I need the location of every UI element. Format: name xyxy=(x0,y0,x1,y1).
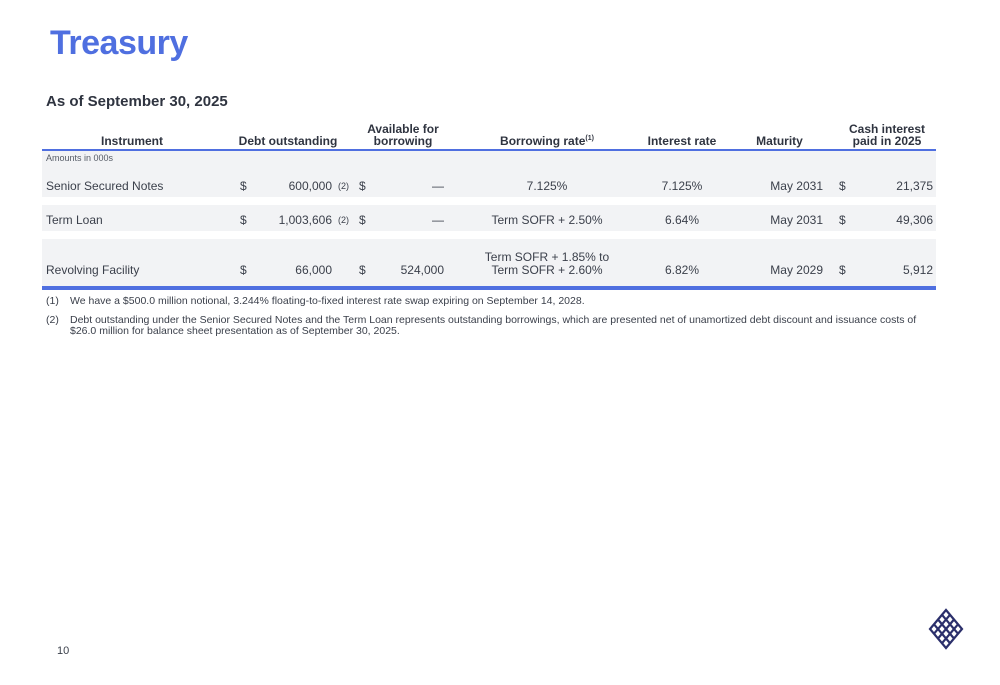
cell-cash-interest: 49,306 xyxy=(896,213,933,227)
cell-interest-rate: 7.125% xyxy=(661,179,703,193)
cell-borrowing-rate: Term SOFR + 1.85% to Term SOFR + 2.60% xyxy=(484,250,610,277)
cell-debt-currency: $ xyxy=(240,213,247,227)
cell-available: 524,000 xyxy=(400,263,444,277)
cell-available-currency: $ xyxy=(359,179,366,193)
table-row xyxy=(42,181,936,193)
header-borrowing-rate: Borrowing rate$^{(1)}$ xyxy=(500,134,594,148)
cell-instrument: Term Loan xyxy=(46,213,103,227)
treasury-table xyxy=(42,120,936,286)
cell-borrowing-rate: 7.125% xyxy=(526,179,568,193)
footnote-number: (2) xyxy=(46,313,59,326)
cell-instrument: Revolving Facility xyxy=(46,263,140,277)
cell-debt-currency: $ xyxy=(240,179,247,193)
cell-interest-rate: 6.64% xyxy=(664,213,700,227)
table-body xyxy=(42,151,936,286)
cell-cash-interest: 5,912 xyxy=(902,263,933,277)
cell-cash-currency: $ xyxy=(839,213,846,227)
header-available-for-borrowing: Available for borrowing xyxy=(367,122,439,148)
diamond-lattice-logo-icon xyxy=(928,608,964,650)
header-instrument: Instrument xyxy=(100,134,163,148)
page-subtitle: As of September 30, 2025 xyxy=(46,93,228,110)
row-separator xyxy=(42,197,936,205)
table-bottom-rule xyxy=(42,286,936,290)
table-header xyxy=(42,120,936,151)
cell-cash-currency: $ xyxy=(839,179,846,193)
cell-cash-interest: 21,375 xyxy=(896,179,933,193)
row-separator xyxy=(42,231,936,239)
page-number: 10 xyxy=(57,645,70,657)
footnote-text: Debt outstanding under the Senior Secured Notes and the Term Loan represents outstanding borrowings, which are presented net of unamortized debt discount and issuance costs of $26.0 million for balance sheet presentation as of September 30, 2025. xyxy=(70,313,917,337)
footnote-number: (1) xyxy=(46,295,59,307)
footnotes xyxy=(46,296,938,345)
header-interest-rate: Interest rate xyxy=(647,134,717,148)
cell-maturity: May 2031 xyxy=(770,213,823,227)
table-row xyxy=(42,215,936,227)
cell-available: — xyxy=(432,213,444,227)
cell-debt-outstanding: 66,000 xyxy=(295,263,332,277)
cell-interest-rate: 6.82% xyxy=(664,263,700,277)
cell-debt-footnote-ref: (2) xyxy=(338,215,349,225)
cell-cash-currency: $ xyxy=(839,263,846,277)
units-note: Amounts in 000s xyxy=(46,153,114,163)
header-cash-interest: Cash interest paid in 2025 xyxy=(848,122,926,148)
cell-maturity: May 2029 xyxy=(770,263,823,277)
cell-debt-currency: $ xyxy=(240,263,247,277)
footnote-text: We have a $500.0 million notional, 3.244% floating-to-fixed interest rate swap expiring on September 14, 2028. xyxy=(70,295,585,307)
cell-instrument: Senior Secured Notes xyxy=(46,179,164,193)
cell-available-currency: $ xyxy=(359,213,366,227)
header-debt-outstanding: Debt outstanding xyxy=(238,134,338,148)
footnote-ref: (1) xyxy=(585,135,594,142)
cell-debt-outstanding: 1,003,606 xyxy=(278,213,332,227)
page-title: Treasury xyxy=(50,24,188,62)
footnote xyxy=(46,296,938,308)
cell-borrowing-rate: Term SOFR + 2.50% xyxy=(491,213,603,227)
footnote xyxy=(46,315,938,338)
cell-available-currency: $ xyxy=(359,263,366,277)
cell-maturity: May 2031 xyxy=(770,179,823,193)
cell-debt-footnote-ref: (2) xyxy=(338,181,349,191)
cell-available: — xyxy=(432,179,444,193)
header-maturity: Maturity xyxy=(756,134,803,148)
table-row xyxy=(42,250,936,277)
cell-debt-outstanding: 600,000 xyxy=(288,179,332,193)
